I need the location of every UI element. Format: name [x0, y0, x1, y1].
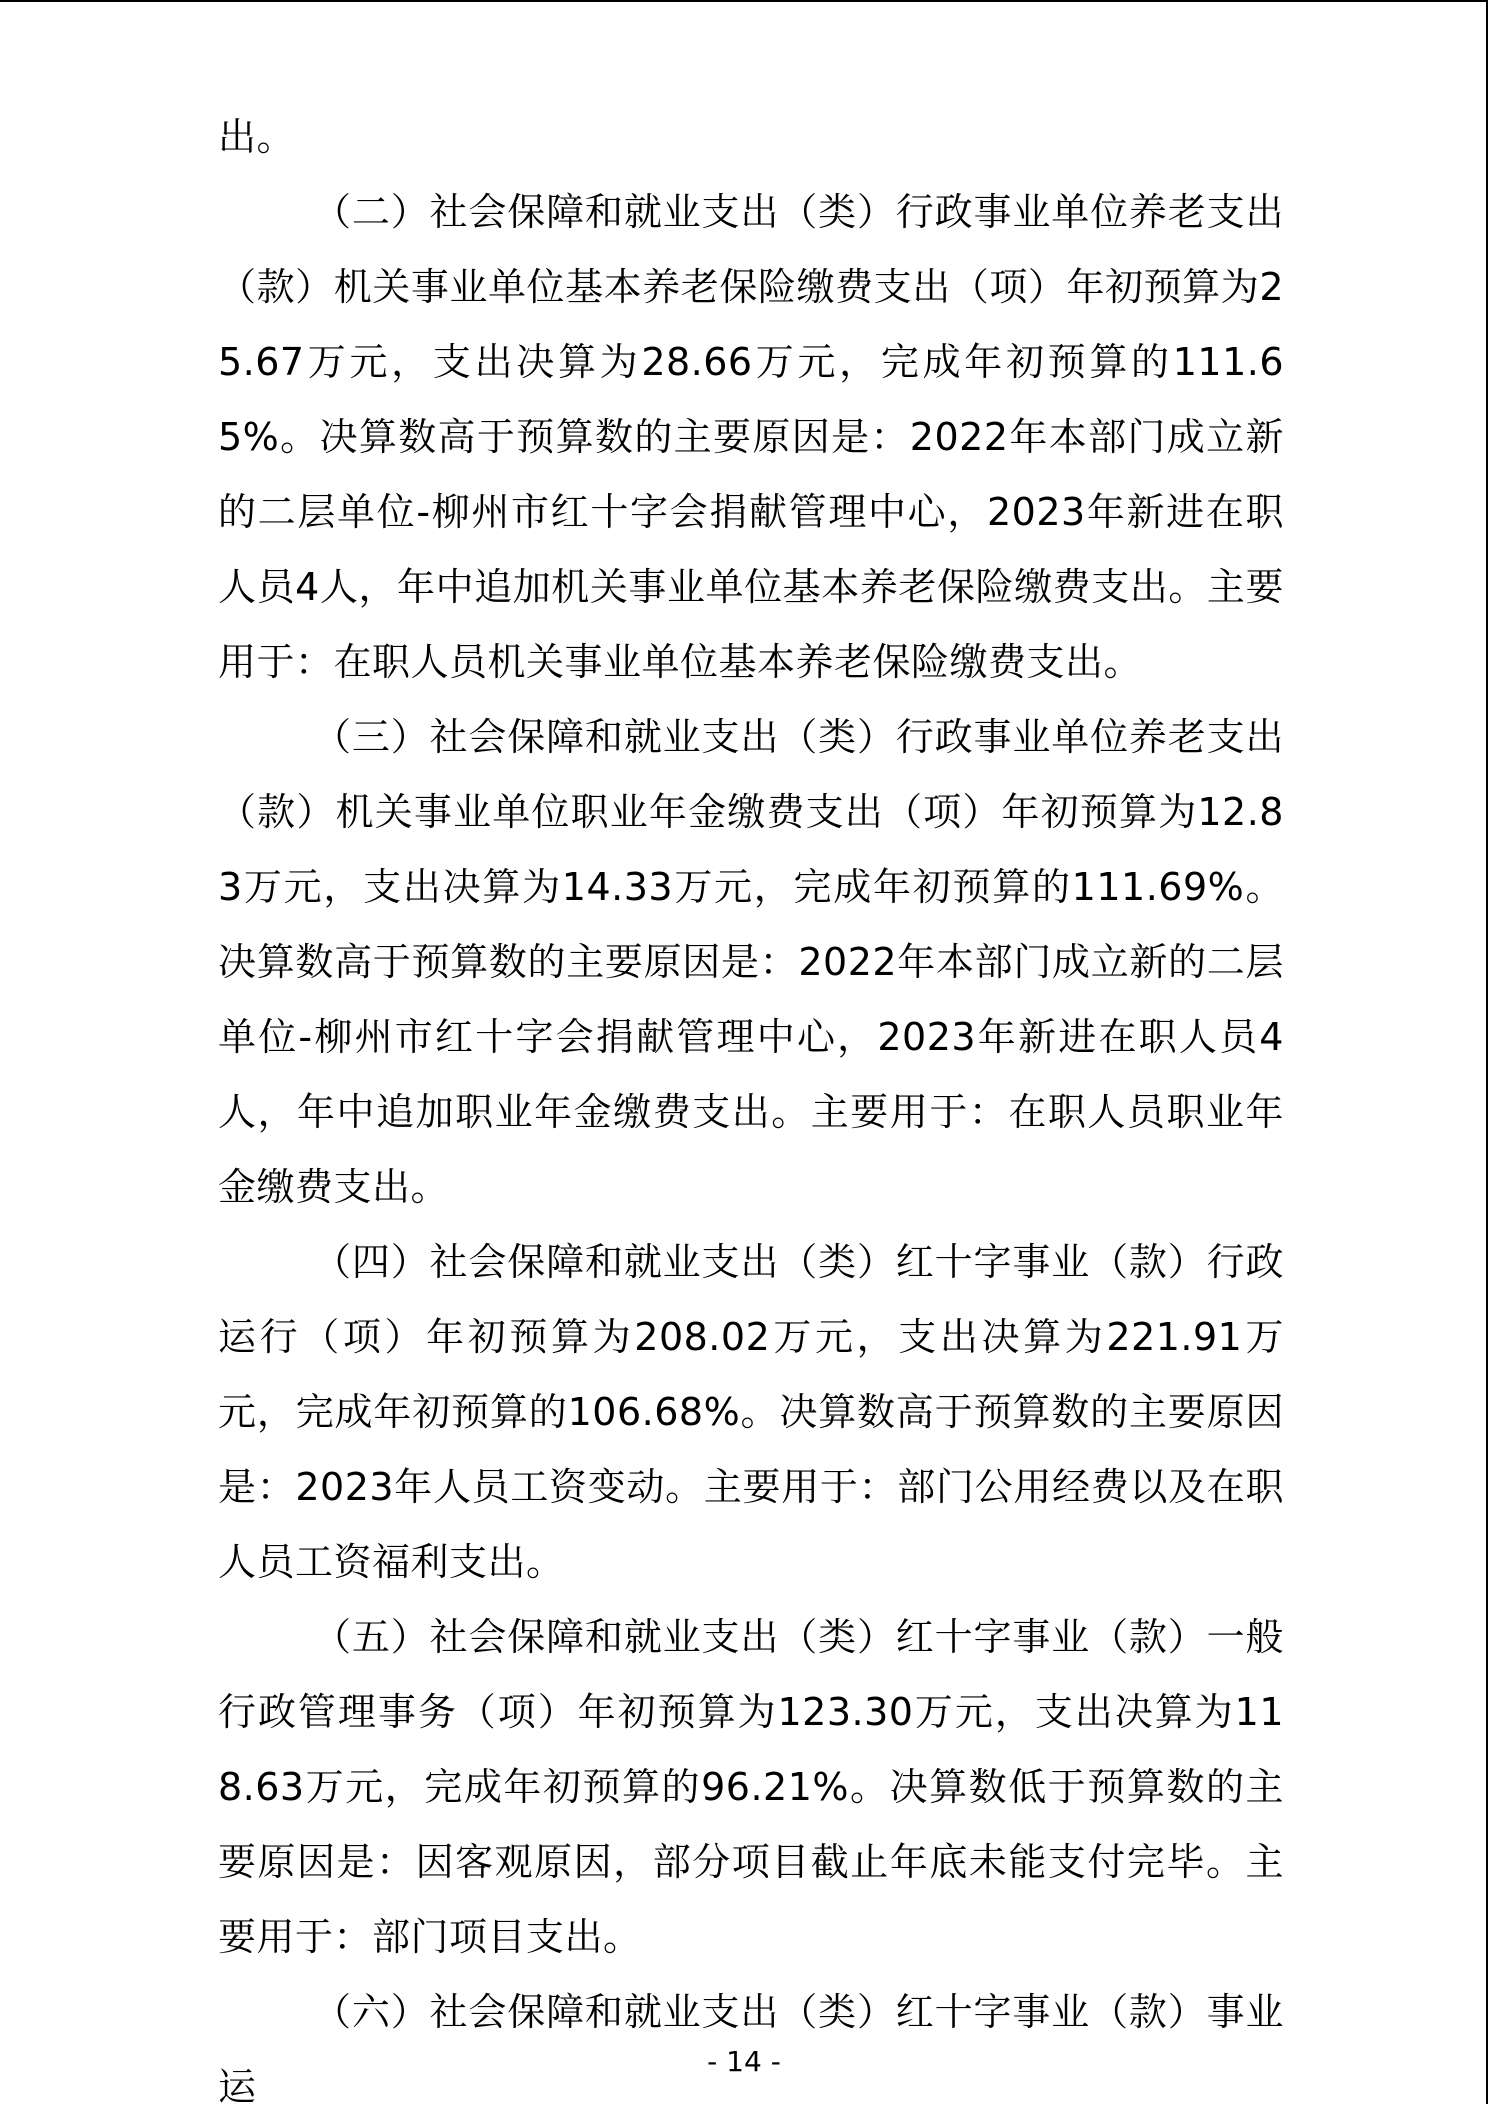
paragraph-item-2: （二）社会保障和就业支出（类）行政事业单位养老支出（款）机关事业单位基本养老保险缴费支出（项）年初预算为25.67万元，支出决算为28.66万元，完成年初预算的111.65%。决算数高于预算数的主要原因是：2022年本部门成立新的二层单位-柳州市红十字会捐献管理中心，2023年新进在职人员4人，年中追加机关事业单位基本养老保险缴费支出。主要用于：在职人员机关事业单位基本养老保险缴费支出。 [218, 190, 1284, 684]
paragraph-item-6: （六）社会保障和就业支出（类）红十字事业（款）事业运 [218, 1990, 1284, 2109]
paragraph-item-5: （五）社会保障和就业支出（类）红十字事业（款）一般行政管理事务（项）年初预算为123.30万元，支出决算为118.63万元，完成年初预算的96.21%。决算数低于预算数的主要原因是：因客观原因，部分项目截止年底未能支付完毕。主要用于：部门项目支出。 [218, 1615, 1284, 1959]
top-border [0, 0, 1488, 2]
document-body [218, 100, 1284, 2125]
paragraph-continuation: 出。 [218, 115, 296, 159]
paragraph-item-3: （三）社会保障和就业支出（类）行政事业单位养老支出（款）机关事业单位职业年金缴费支出（项）年初预算为12.83万元，支出决算为14.33万元，完成年初预算的111.69%。决算数高于预算数的主要原因是：2022年本部门成立新的二层单位-柳州市红十字会捐献管理中心，2023年新进在职人员4人，年中追加职业年金缴费支出。主要用于：在职人员职业年金缴费支出。 [218, 715, 1284, 1209]
paragraph-item-4: （四）社会保障和就业支出（类）红十字事业（款）行政运行（项）年初预算为208.02万元，支出决算为221.91万元，完成年初预算的106.68%。决算数高于预算数的主要原因是：2023年人员工资变动。主要用于：部门公用经费以及在职人员工资福利支出。 [218, 1240, 1284, 1584]
page-number: - 14 - [707, 2045, 781, 2078]
